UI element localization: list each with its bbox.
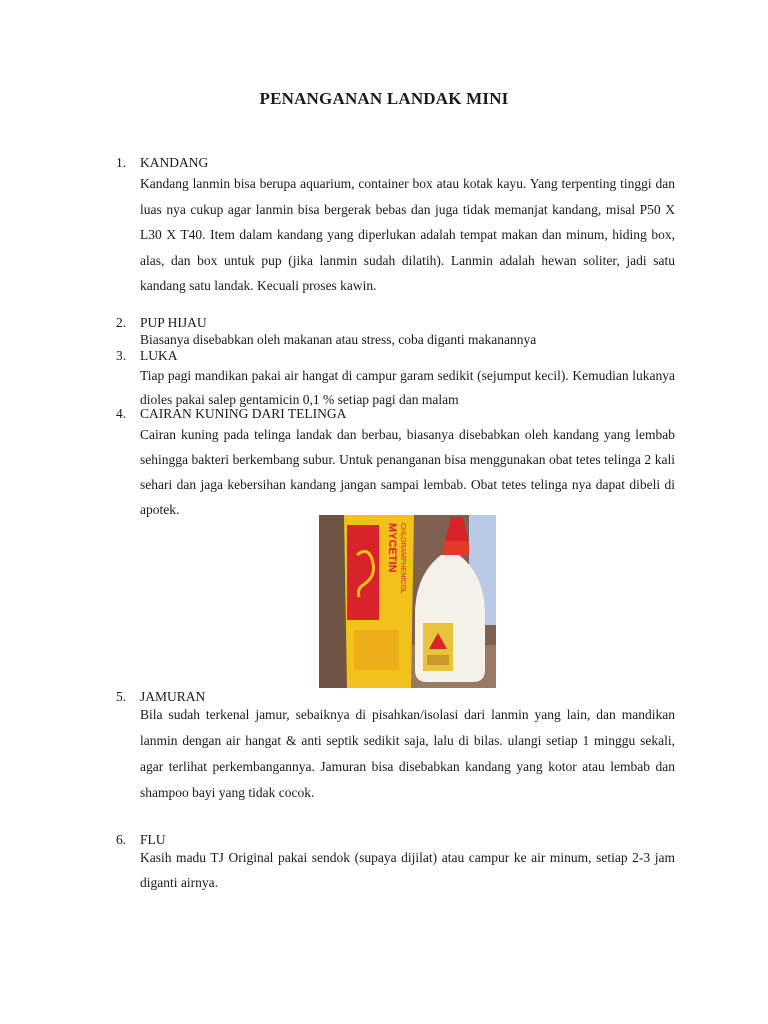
section-heading-luka (116, 348, 178, 364)
section-number: 5. (116, 689, 127, 704)
box-label: MYCETIN (386, 523, 398, 573)
section-number: 1. (116, 155, 127, 170)
box-sublabel: CHLORAMPHENICOL (399, 523, 406, 594)
section-body-luka: Tiap pagi mandikan pakai air hangat di campur garam sedikit (sejumput kecil). Kemudian lukanya dioles pakai salep gentamicin 0,1 % setiap pagi dan malam (140, 368, 675, 407)
section-heading-pup-hijau (116, 315, 207, 331)
section-body-kandang: Kandang lanmin bisa berupa aquarium, container box atau kotak kayu. Yang terpenting tinggi dan luas nya cukup agar lanmin bisa bergerak bebas dan juga tidak memanjat kandang, misal P50 X L30 X T40. Item dalam kandang yang diperlukan adalah tempat makan dan minum, hiding box, alas, dan box untuk pup (jika lanmin sudah dilatih). Lanmin adalah hewan soliter, jadi satu kandang satu landak. Kecuali proses kawin. (140, 176, 675, 293)
section-number: 6. (116, 832, 127, 847)
section-title: FLU (140, 832, 166, 847)
section-title: PUP HIJAU (140, 315, 207, 330)
section-title: KANDANG (140, 155, 209, 170)
section-body-cairan-kuning: Cairan kuning pada telinga landak dan berbau, biasanya disebabkan oleh kandang yang lembab sehingga bakteri berkembang subur. Untuk penanganan bisa menggunakan obat tetes telinga 2 kali sehari dan jaga kebersihan kandang jangan sampai lembab. Obat tetes telinga nya dapat dibeli di apotek. (140, 427, 675, 517)
section-number: 2. (116, 315, 127, 330)
section-heading-kandang (116, 155, 208, 171)
section-heading-cairan-kuning (116, 406, 346, 422)
document-title: PENANGANAN LANDAK MINI (259, 89, 509, 108)
section-body-jamuran: Bila sudah terkenal jamur, sebaiknya di pisahkan/isolasi dari lanmin yang lain, dan mandikan lanmin dengan air hangat & anti septik sedikit saja, lalu di bilas. ulangi setiap 1 minggu sekali, agar terlihat perkembangannya. Jamuran bisa disebabkan kandang yang kotor atau lembab dan shampoo bayi yang tidak cocok. (140, 707, 675, 800)
section-body-pup-hijau: Biasanya disebabkan oleh makanan atau stress, coba diganti makanannya (140, 332, 537, 347)
section-body-flu: Kasih madu TJ Original pakai sendok (supaya dijilat) atau campur ke air minum, setiap 2-3 jam diganti airnya. (140, 850, 675, 890)
section-number: 3. (116, 348, 127, 363)
section-number: 4. (116, 406, 127, 421)
section-title: CAIRAN KUNING DARI TELINGA (140, 406, 347, 421)
ear-drops-photo (319, 515, 496, 688)
section-title: JAMURAN (140, 689, 206, 704)
ear-drops-illustration (319, 515, 496, 688)
section-title: LUKA (140, 348, 178, 363)
